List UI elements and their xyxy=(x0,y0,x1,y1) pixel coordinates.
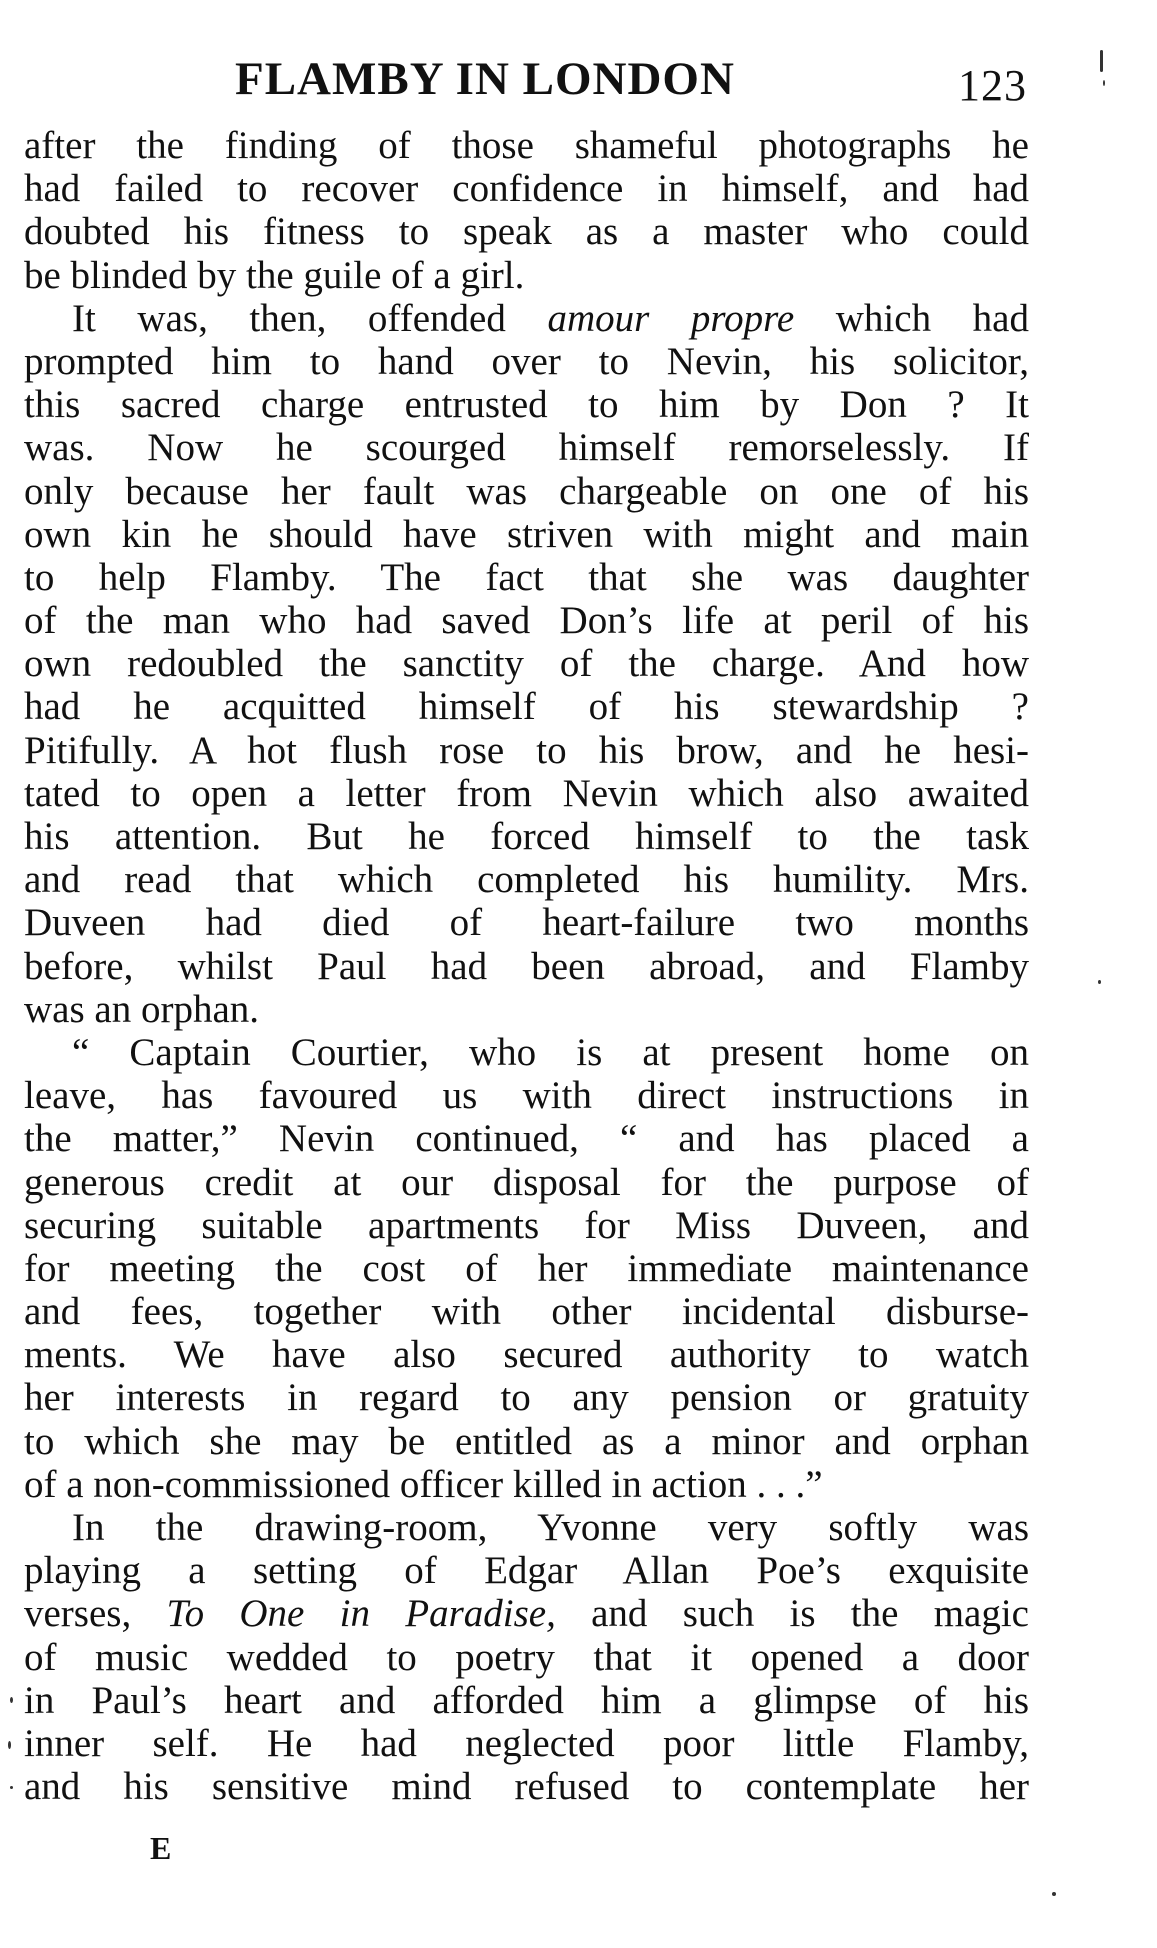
italic-phrase: To One in Paradise, xyxy=(166,1592,556,1636)
text-line: securing suitable apartments for Miss Duveen, and xyxy=(24,1203,1029,1247)
text-line: of a non-commissioned officer killed in action . . .” xyxy=(24,1462,823,1506)
scan-speck xyxy=(10,1786,13,1789)
text-line: the matter,” Nevin continued, “ and has placed a xyxy=(24,1117,1029,1161)
text-line: “ Captain Courtier, who is at present home on xyxy=(72,1030,1029,1074)
text-line: be blinded by the guile of a girl. xyxy=(24,253,525,297)
text-line: was. Now he scourged himself remorselessly. If xyxy=(24,426,1029,470)
text-segment: which had xyxy=(835,296,1029,340)
scan-speck xyxy=(1100,50,1103,72)
text-line: had he acquitted himself of his stewardship ? xyxy=(24,685,1029,729)
text-line: this sacred charge entrusted to him by Don ? It xyxy=(24,383,1029,427)
text-segment: and such is the magic xyxy=(591,1592,1029,1636)
text-line: Duveen had died of heart-failure two months xyxy=(24,901,1029,945)
scan-speck xyxy=(1098,980,1101,984)
text-line: In the drawing-room, Yvonne very softly was xyxy=(72,1506,1029,1549)
text-line: of music wedded to poetry that it opened a door xyxy=(24,1635,1029,1679)
text-line: was an orphan. xyxy=(24,987,260,1031)
text-line: Pitifully. A hot flush rose to his brow, and he hesi- xyxy=(24,728,1029,772)
text-segment: verses, xyxy=(24,1592,132,1636)
text-line: ments. We have also secured authority to watch xyxy=(24,1333,1029,1377)
text-line: tated to open a letter from Nevin which also awaited xyxy=(24,771,1029,815)
text-line: had failed to recover confidence in himself, and had xyxy=(24,167,1029,211)
text-line: inner self. He had neglected poor little Flamby, xyxy=(24,1721,1029,1765)
text-line: to which she may be entitled as a minor and orphan xyxy=(24,1419,1029,1463)
text-line: playing a setting of Edgar Allan Poe’s exquisite xyxy=(24,1549,1029,1593)
text-line: to help Flamby. The fact that she was daughter xyxy=(24,555,1029,599)
scan-speck xyxy=(10,1697,13,1703)
text-line xyxy=(24,1592,1029,1635)
text-line: his attention. But he forced himself to the task xyxy=(24,815,1029,858)
running-head xyxy=(0,52,1157,112)
text-line: for meeting the cost of her immediate maintenance xyxy=(24,1246,1029,1290)
running-title: FLAMBY IN LONDON xyxy=(235,53,735,105)
text-line: leave, has favoured us with direct instructions in xyxy=(24,1074,1029,1118)
text-line: prompted him to hand over to Nevin, his solicitor, xyxy=(24,339,1029,383)
text-line: generous credit at our disposal for the purpose of xyxy=(24,1160,1029,1204)
text-line: before, whilst Paul had been abroad, and Flamby xyxy=(24,944,1029,988)
text-line: own redoubled the sanctity of the charge. And how xyxy=(24,642,1029,686)
signature-mark: E xyxy=(150,1830,172,1866)
text-line: doubted his fitness to speak as a master who could xyxy=(24,210,1029,254)
text-line: own kin he should have striven with might and main xyxy=(24,512,1029,556)
text-line: in Paul’s heart and afforded him a glimpse of his xyxy=(24,1678,1029,1722)
text-line: and his sensitive mind refused to contemplate her xyxy=(24,1765,1029,1809)
text-line: of the man who had saved Don’s life at peril of his xyxy=(24,599,1029,643)
body-text xyxy=(24,124,1029,1808)
italic-phrase: amour propre xyxy=(547,296,795,340)
text-segment: It was, then, offended xyxy=(72,296,506,340)
scan-speck xyxy=(8,1741,11,1749)
page-number: 123 xyxy=(958,61,1027,110)
text-line: and fees, together with other incidental disburse- xyxy=(24,1290,1029,1334)
text-line xyxy=(24,297,1029,340)
scan-speck xyxy=(1103,80,1105,86)
scan-speck xyxy=(1052,1892,1056,1896)
text-line: only because her fault was chargeable on one of his xyxy=(24,469,1029,513)
text-line: and read that which completed his humility. Mrs. xyxy=(24,858,1029,902)
text-line: her interests in regard to any pension or gratuity xyxy=(24,1376,1029,1420)
text-line: after the finding of those shameful photographs he xyxy=(24,124,1029,167)
